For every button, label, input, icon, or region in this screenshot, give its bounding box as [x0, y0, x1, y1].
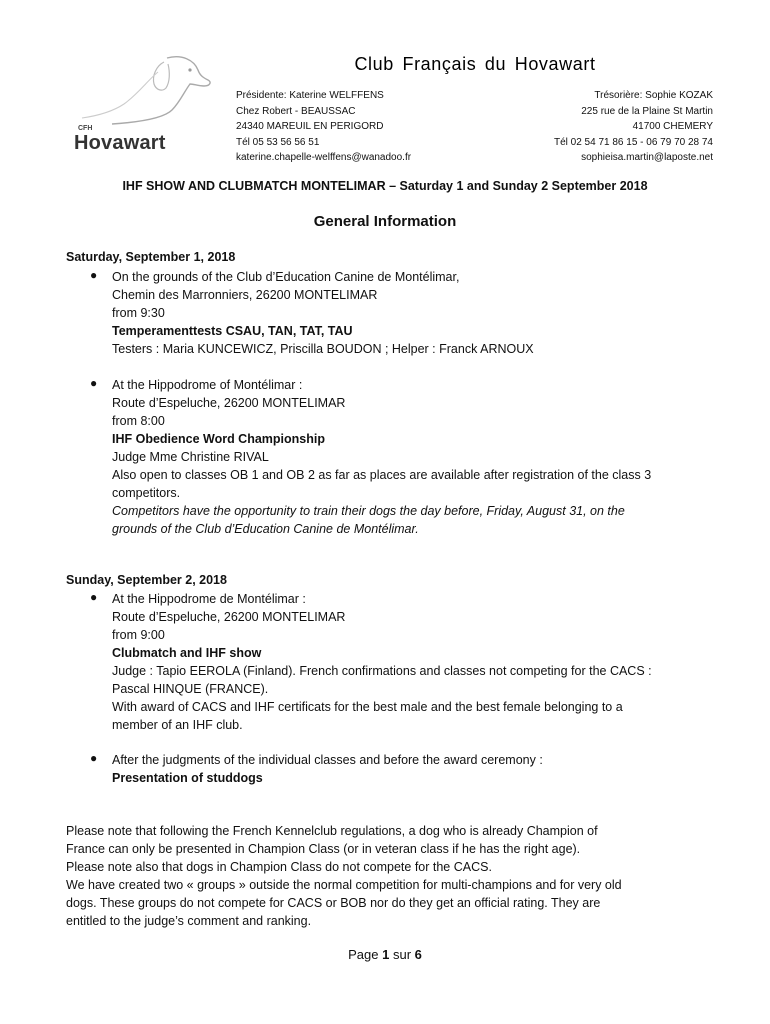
page-footer	[0, 947, 770, 962]
president-email[interactable]: katerine.chapelle-welffens@wanadoo.fr	[236, 152, 412, 164]
text-line: At the Hippodrome of Montélimar :	[112, 378, 303, 392]
event-name: Temperamenttests CSAU, TAN, TAT, TAU	[112, 324, 353, 338]
text-line: Please note that following the French Kennelclub regulations, a dog who is already Champion of	[66, 824, 598, 838]
sunday-bullet-1	[112, 590, 652, 734]
saturday-bullet-2	[112, 376, 651, 538]
event-name: Clubmatch and IHF show	[112, 646, 262, 660]
text-line: We have created two « groups » outside the normal competition for multi-champions and for very old	[66, 878, 622, 892]
president-contact	[236, 88, 411, 166]
logo-cfh-label: CFH	[78, 125, 93, 132]
president-phone: Tél 05 53 56 56 51	[236, 136, 320, 148]
text-line: Please note also that dogs in Champion Class do not compete for the CACS.	[66, 860, 492, 874]
club-title: Club Français du Hovawart	[354, 54, 596, 74]
event-title: IHF SHOW AND CLUBMATCH MONTELIMAR – Saturday 1 and Sunday 2 September 2018	[122, 179, 648, 193]
bullet-icon: ●	[90, 268, 98, 282]
text-line: At the Hippodrome de Montélimar :	[112, 592, 306, 606]
text-line: Judge : Tapio EEROLA (Finland). French confirmations and classes not competing for the CACS :	[112, 664, 652, 678]
text-line: competitors.	[112, 486, 181, 500]
text-line: from 9:30	[112, 306, 165, 320]
dog-head-icon	[72, 50, 232, 130]
text-line: entitled to the judge’s comment and ranking.	[66, 914, 312, 928]
bullet-icon: ●	[90, 751, 98, 765]
event-name: IHF Obedience Word Championship	[112, 432, 325, 446]
treasurer-address-2: 41700 CHEMERY	[632, 121, 713, 133]
text-line: Chemin des Marronniers, 26200 MONTELIMAR	[112, 288, 378, 302]
text-line: dogs. These groups do not compete for CACS or BOB nor do they get an official rating. They are	[66, 896, 601, 910]
saturday-heading: Saturday, September 1, 2018	[66, 250, 236, 264]
bullet-icon: ●	[90, 590, 98, 604]
text-line: Judge Mme Christine RIVAL	[112, 450, 269, 464]
italic-note: grounds of the Club d’Education Canine de Montélimar.	[112, 522, 419, 536]
president-address-2: 24340 MAREUIL EN PERIGORD	[236, 121, 384, 133]
text-line: After the judgments of the individual classes and before the award ceremony :	[112, 753, 543, 767]
treasurer-email[interactable]: sophieisa.martin@laposte.net	[581, 152, 713, 164]
event-name: Presentation of studdogs	[112, 771, 263, 785]
club-logo	[72, 50, 232, 160]
text-line: On the grounds of the Club d’Education Canine de Montélimar,	[112, 270, 460, 284]
of-word: sur	[392, 947, 412, 962]
president-name: Présidente: Katerine WELFFENS	[236, 90, 384, 101]
text-line: Route d’Espeluche, 26200 MONTELIMAR	[112, 396, 346, 410]
treasurer-name: Trésorière: Sophie KOZAK	[594, 90, 713, 101]
text-line: With award of CACS and IHF certificats for the best male and the best female belonging to a	[112, 700, 623, 714]
page-number: 1	[382, 947, 390, 962]
italic-note: Competitors have the opportunity to train their dogs the day before, Friday, August 31, on the	[112, 504, 625, 518]
text-line: Pascal HINQUE (FRANCE).	[112, 682, 269, 696]
page-word: Page	[348, 947, 379, 962]
page-total: 6	[414, 947, 422, 962]
treasurer-contact	[554, 88, 713, 166]
text-line: member of an IHF club.	[112, 718, 243, 732]
text-line: Route d’Espeluche, 26200 MONTELIMAR	[112, 610, 346, 624]
text-line: from 8:00	[112, 414, 165, 428]
treasurer-phone: Tél 02 54 71 86 15 - 06 79 70 28 74	[553, 136, 713, 148]
treasurer-address-1: 225 rue de la Plaine St Martin	[581, 105, 713, 117]
section-title: General Information	[313, 213, 457, 230]
sunday-bullet-2	[112, 751, 543, 787]
text-line: Testers : Maria KUNCEWICZ, Priscilla BOUDON ; Helper : Franck ARNOUX	[112, 342, 534, 356]
president-address-1: Chez Robert - BEAUSSAC	[236, 105, 356, 117]
logo-brand-text: Hovawart	[74, 132, 166, 154]
text-line: Also open to classes OB 1 and OB 2 as far as places are available after registration of the class 3	[112, 468, 652, 482]
bullet-icon: ●	[90, 376, 98, 390]
sunday-heading: Sunday, September 2, 2018	[66, 573, 227, 587]
notes-paragraph	[66, 822, 622, 930]
saturday-bullet-1	[112, 268, 534, 358]
text-line: France can only be presented in Champion Class (or in veteran class if he has the right age).	[66, 842, 581, 856]
text-line: from 9:00	[112, 628, 165, 642]
